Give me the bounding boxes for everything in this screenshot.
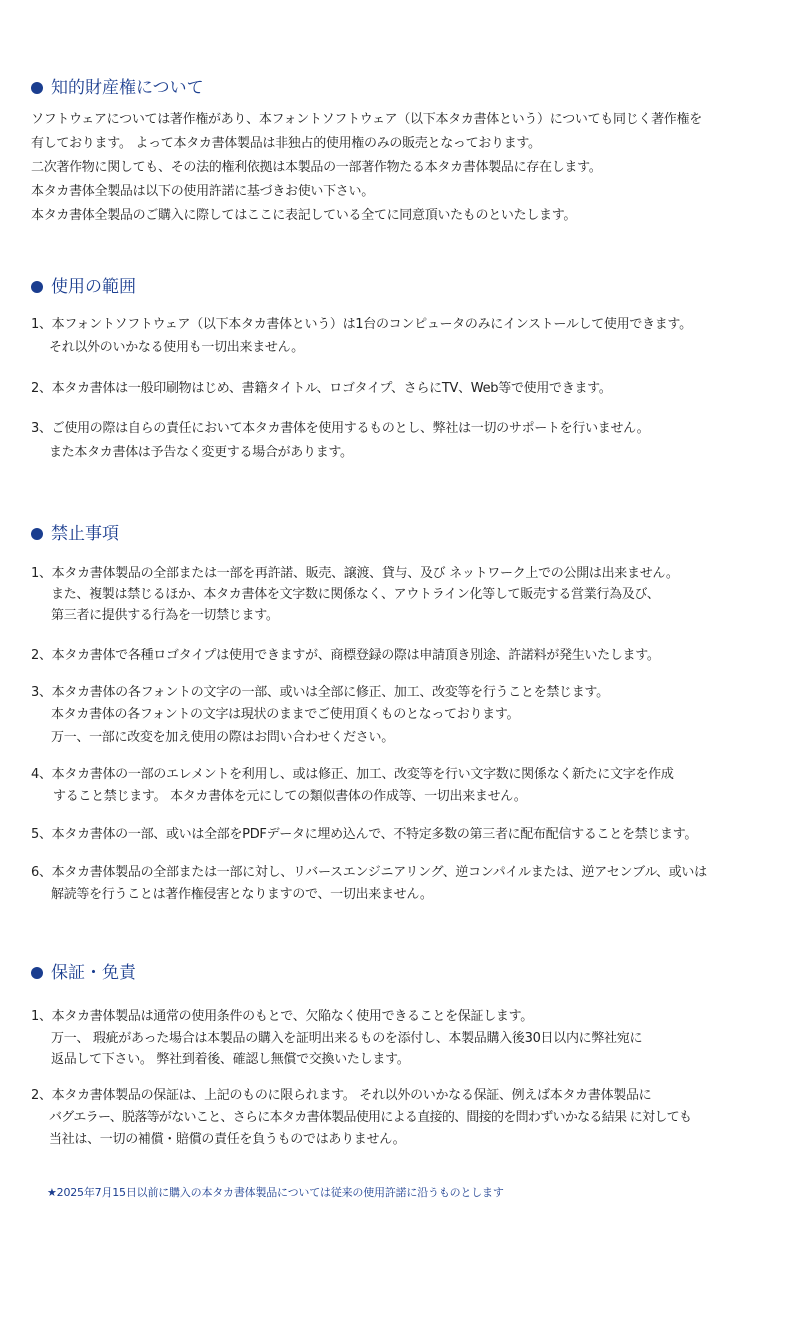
bullet-icon: [31, 528, 43, 540]
scope-item: 2、本タカ書体は一般印刷物はじめ、書籍タイトル、ロゴタイプ、さらにTV、Web等で使用できます。: [31, 381, 612, 396]
prohibited-item: 1、本タカ書体製品の全部または一部を再許諾、販売、譲渡、貸与、及び ネットワーク上での公開は出来ません。: [31, 566, 679, 581]
prohibited-item: 6、本タカ書体製品の全部または一部に対し、リバースエンジニアリング、逆コンパイルまたは、逆アセンブル、或いは: [31, 865, 707, 880]
warranty-item-continued: 返品して下さい。 弊社到着後、確認し無償で交換いたします。: [51, 1052, 410, 1067]
prohibited-item-continued: 第三者に提供する行為を一切禁じます。: [51, 608, 279, 623]
prohibited-item-continued: 本タカ書体の各フォントの文字は現状のままでご使用頂くものとなっております。: [51, 707, 520, 722]
section-heading-warranty: [31, 961, 136, 985]
warranty-item-continued: 万一、 瑕疵があった場合は本製品の購入を証明出来るものを添付し、本製品購入後30日以内に弊社宛に: [51, 1031, 643, 1046]
prohibited-item-continued: 万一、一部に改変を加え使用の際はお問い合わせください。: [51, 730, 394, 745]
section-title-ip: 知的財産権について: [51, 78, 204, 98]
ip-text-line: 本タカ書体全製品は以下の使用許諾に基づきお使い下さい。: [31, 184, 374, 199]
bullet-icon: [31, 281, 43, 293]
prohibited-item: 2、本タカ書体で各種ロゴタイプは使用できますが、商標登録の際は申請頂き別途、許諾料が発生いたします。: [31, 648, 660, 663]
prohibited-item: 4、本タカ書体の一部のエレメントを利用し、或は修正、加工、改変等を行い文字数に関係なく新たに文字を作成: [31, 767, 674, 782]
ip-text-line: 二次著作物に関しても、その法的権利依拠は本製品の一部著作物たる本タカ書体製品に存在します。: [31, 160, 602, 175]
warranty-item-continued: 当社は、一切の補償・賠償の責任を負うものではありません。: [49, 1132, 406, 1147]
prohibited-item-continued: すること禁じます。 本タカ書体を元にしての類似書体の作成等、一切出来ません。: [53, 789, 527, 804]
section-heading-prohibited: [31, 522, 119, 546]
footnote: ★2025年7月15日以前に購入の本タカ書体製品については従来の使用許諾に沿うものとします: [47, 1186, 504, 1199]
warranty-item-continued: バグエラー、脱落等がないこと、さらに本タカ書体製品使用による直接的、間接的を問わずいかなる結果 に対しても: [49, 1110, 692, 1125]
bullet-icon: [31, 82, 43, 94]
ip-text-line: 有しております。 よって本タカ書体製品は非独占的使用権のみの販売となっております。: [31, 136, 541, 151]
section-title-prohibited: 禁止事項: [51, 524, 119, 544]
section-title-scope: 使用の範囲: [51, 277, 136, 297]
section-heading-ip: [31, 76, 204, 100]
prohibited-item: 3、本タカ書体の各フォントの文字の一部、或いは全部に修正、加工、改変等を行うことを禁じます。: [31, 685, 609, 700]
warranty-item: 1、本タカ書体製品は通常の使用条件のもとで、欠陥なく使用できることを保証します。: [31, 1009, 533, 1024]
bullet-icon: [31, 967, 43, 979]
section-title-warranty: 保証・免責: [51, 963, 136, 983]
prohibited-item: 5、本タカ書体の一部、或いは全部をPDFデータに埋め込んで、不特定多数の第三者に配布配信することを禁じます。: [31, 827, 698, 842]
ip-text-line: ソフトウェアについては著作権があり、本フォントソフトウェア（以下本タカ書体という）についても同じく著作権を: [31, 112, 702, 127]
prohibited-item-continued: また、複製は禁じるほか、本タカ書体を文字数に関係なく、アウトライン化等して販売する営業行為及び、: [51, 587, 660, 602]
ip-text-line: 本タカ書体全製品のご購入に際してはここに表記している全てに同意頂いたものといたします。: [31, 208, 577, 223]
prohibited-item-continued: 解読等を行うことは著作権侵害となりますので、一切出来ません。: [51, 887, 433, 902]
scope-item: 3、ご使用の際は自らの責任において本タカ書体を使用するものとし、弊社は一切のサポートを行いません。: [31, 421, 650, 436]
scope-item: 1、本フォントソフトウェア（以下本タカ書体という）は1台のコンピュータのみにインストールして使用できます。: [31, 317, 692, 332]
warranty-item: 2、本タカ書体製品の保証は、上記のものに限られます。 それ以外のいかなる保証、例えば本タカ書体製品に: [31, 1088, 652, 1103]
scope-item-continued: また本タカ書体は予告なく変更する場合があります。: [49, 445, 353, 460]
section-heading-scope: [31, 275, 136, 299]
scope-item-continued: それ以外のいかなる使用も一切出来ません。: [49, 340, 304, 355]
